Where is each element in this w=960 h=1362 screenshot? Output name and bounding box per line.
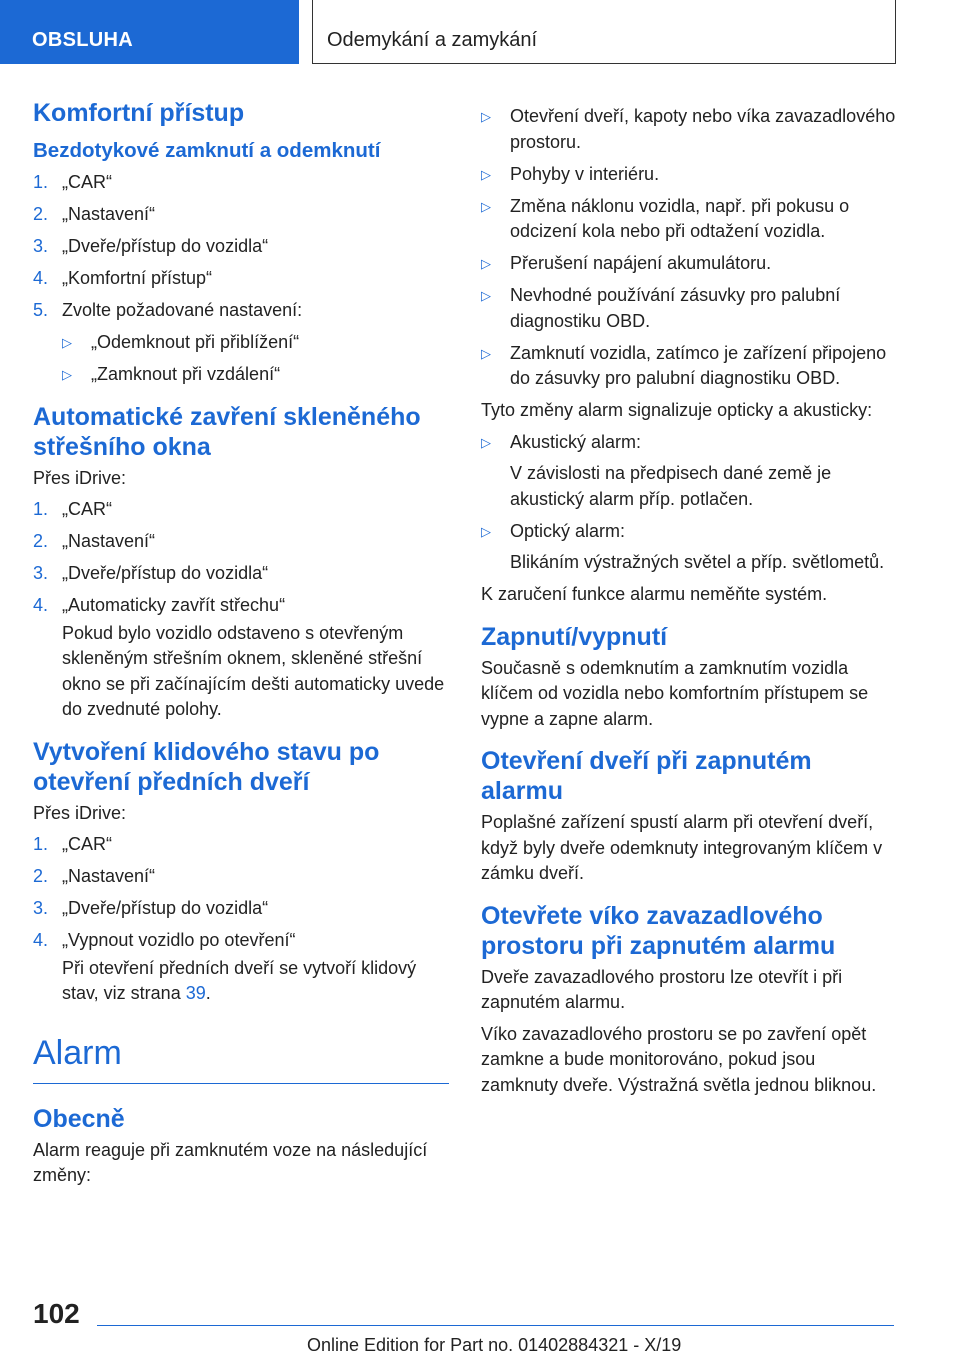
right-column	[481, 104, 897, 1098]
heading-alarm: Alarm	[33, 1033, 449, 1084]
list-klid-steps	[33, 832, 449, 1007]
list-item: 1. „CAR“	[33, 499, 112, 519]
list-item: ▷ Otevření dveří, kapoty nebo víka zavazadlového prostoru.	[481, 106, 896, 152]
list-item: 2. „Nastavení“	[33, 866, 156, 886]
heading-automaticke-zavreni: Automatické zavření skleněného střešního okna	[33, 402, 421, 461]
triangle-bullet-icon: ▷	[481, 109, 491, 124]
list-item-note: Při otevření předních dveří se vytvoří klidový stav, viz strana 39.	[62, 957, 417, 1003]
triangle-bullet-icon: ▷	[481, 523, 491, 539]
page-number: 102	[33, 1298, 80, 1329]
heading-komfortni-pristup: Komfortní přístup	[33, 99, 245, 127]
list-item: 4. „Automaticky zavřít střechu“ Pokud bylo vozidlo odstaveno s otevřeným skleněným střešním oknem, skleněné střešní okno se při začínajícím dešti automaticky uvede do zvednuté polohy.	[33, 593, 449, 723]
heading-obecne: Obecně	[33, 1104, 125, 1133]
list-item: 3. „Dveře/přístup do vozidla“	[33, 898, 269, 918]
header-chapter-box	[312, 0, 896, 64]
list-item: ▷ Změna náklonu vozidla, např. při pokusu o odcizení kola nebo při odtažení vozidla.	[481, 195, 850, 241]
list-item: ▷ Zamknutí vozidla, zatímco je zařízení připojeno do zásuvky pro palubní diagnostiku OBD.	[481, 342, 887, 388]
triangle-bullet-icon: ▷	[481, 166, 491, 182]
list-alarm-types	[481, 430, 897, 576]
page-link-39[interactable]: 39	[185, 983, 206, 1003]
list-item: 2. „Nastavení“	[33, 204, 156, 224]
list-item: ▷ Nevhodné používání zásuvky pro palubní diagnostiku OBD.	[481, 285, 841, 331]
signal-text: Tyto změny alarm signalizuje opticky a akusticky:	[481, 400, 873, 420]
footer-edition: Online Edition for Part no. 01402884321 - X/19	[307, 1335, 682, 1355]
list-item-desc: Blikáním výstražných světel a příp. světlometů.	[510, 552, 885, 572]
left-column	[33, 98, 449, 1189]
header-section-tab	[0, 0, 299, 64]
triangle-bullet-icon: ▷	[62, 367, 72, 382]
list-item: 4. „Komfortní přístup“	[33, 268, 213, 288]
list-item: ▷ Pohyby v interiéru.	[481, 162, 897, 188]
header-chapter-label: Odemykání a zamykání	[327, 29, 538, 51]
triangle-bullet-icon: ▷	[481, 198, 491, 214]
triangle-bullet-icon: ▷	[481, 434, 491, 450]
list-item: 2. „Nastavení“	[33, 531, 156, 551]
heading-bezdotykove: Bezdotykové zamknutí a odemknutí	[33, 139, 381, 162]
list-item: 3. „Dveře/přístup do vozidla“	[33, 236, 269, 256]
list-item-note: Pokud bylo vozidlo odstaveno s otevřeným skleněným střešním oknem, skleněné střešní okno se při začínajícím dešti automaticky uvede do zvednuté polohy.	[62, 622, 445, 719]
heading-klidovy-stav: Vytvoření klidového stavu po otevření předních dveří	[33, 737, 380, 796]
viko-text-2: Víko zavazadlového prostoru se po zavření opět zamkne a bude monitorováno, pokud jsou zamknuty dveře. Výstražná světla jednou bliknou.	[481, 1023, 877, 1095]
heading-otevreni-dveri: Otevření dveří při zapnutém alarmu	[481, 747, 812, 805]
list-sub-item: ▷ „Odemknout při přiblížení“	[62, 330, 449, 356]
list-auto-steps	[33, 497, 449, 723]
footer-divider	[97, 1325, 894, 1326]
list-item: ▷ Akustický alarm: V závislosti na předpisech dané země je akustický alarm příp. potlačen.	[481, 430, 897, 513]
otevreni-text: Poplašné zařízení spustí alarm při otevření dveří, když byly dveře odemknuty integrovaným klíčem v zámku dveří.	[481, 812, 883, 883]
warning-text: K zaručení funkce alarmu neměňte systém.	[481, 584, 828, 604]
zap-text: Současně s odemknutím a zamknutím vozidla klíčem od vozidla nebo komfortním přístupem se vypne a zapne alarm.	[481, 657, 869, 729]
list-item: ▷ Přerušení napájení akumulátoru.	[481, 251, 897, 277]
heading-otevrete-viko: Otevřete víko zavazadlového prostoru při zapnutém alarmu	[481, 901, 836, 960]
triangle-bullet-icon: ▷	[481, 288, 491, 303]
via-idrive-text: Přes iDrive:	[33, 802, 127, 823]
list-item: 1. „CAR“	[33, 834, 112, 854]
list-item: 5. Zvolte požadované nastavení:	[33, 300, 303, 320]
triangle-bullet-icon: ▷	[481, 256, 491, 271]
list-item: 1. „CAR“	[33, 172, 112, 192]
list-item: 4. „Vypnout vozidlo po otevření“ Při otevření předních dveří se vytvoří klidový stav, viz strana 39.	[33, 928, 449, 1007]
heading-zapnuti-vypnuti: Zapnutí/vypnutí	[481, 622, 668, 651]
triangle-bullet-icon: ▷	[481, 345, 491, 361]
header-section-label: OBSLUHA	[32, 29, 133, 51]
triangle-bullet-icon: ▷	[62, 335, 72, 350]
list-sub-item: ▷ „Zamknout při vzdálení“	[62, 362, 449, 388]
list-item: ▷ Optický alarm: Blikáním výstražných světel a příp. světlometů.	[481, 519, 897, 576]
obecne-text: Alarm reaguje při zamknutém voze na následující změny:	[33, 1139, 428, 1185]
list-komfort-steps	[33, 170, 449, 388]
viko-text-1: Dveře zavazadlového prostoru lze otevřít i při zapnutém alarmu.	[481, 966, 843, 1012]
list-item: 3. „Dveře/přístup do vozidla“	[33, 563, 269, 583]
list-item-desc: V závislosti na předpisech dané země je akustický alarm příp. potlačen.	[510, 463, 832, 509]
list-alarm-changes	[481, 104, 897, 392]
via-idrive-text: Přes iDrive:	[33, 467, 127, 488]
